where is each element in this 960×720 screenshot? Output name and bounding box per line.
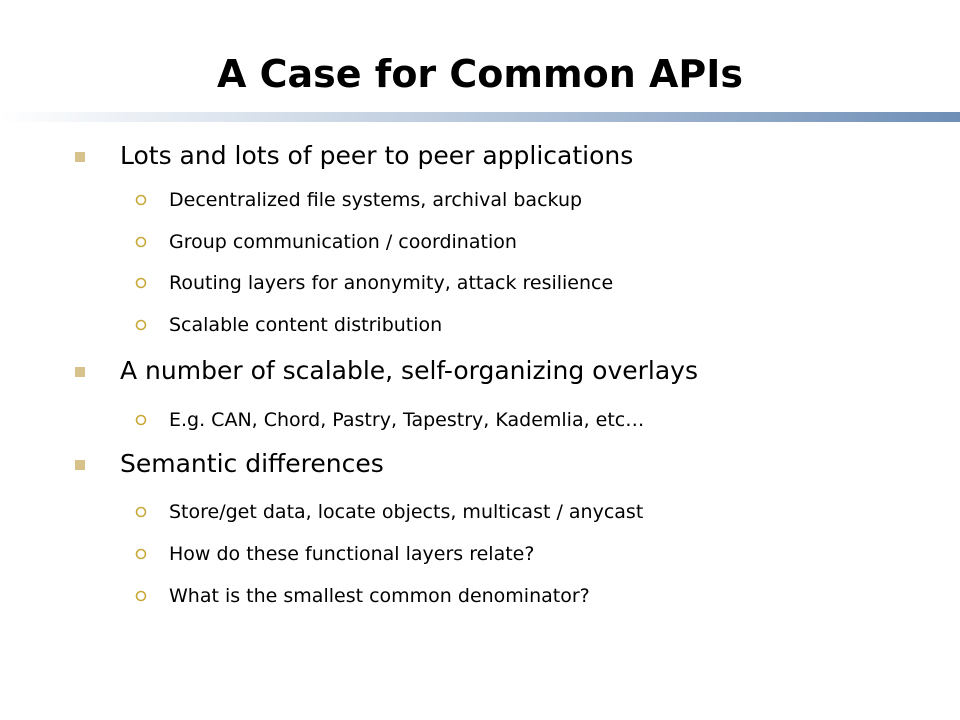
hollow-circle-bullet-icon xyxy=(135,236,147,248)
sub-bullet-item: Group communication / coordination xyxy=(169,231,517,253)
sub-bullet-item: Scalable content distribution xyxy=(169,314,443,336)
square-bullet-icon xyxy=(75,152,85,162)
hollow-circle-bullet-icon xyxy=(135,414,147,426)
hollow-circle-bullet-icon xyxy=(135,590,147,602)
sub-bullet-item: How do these functional layers relate? xyxy=(169,543,535,565)
square-bullet-icon xyxy=(75,460,85,470)
hollow-circle-bullet-icon xyxy=(135,548,147,560)
sub-bullet-item: Routing layers for anonymity, attack resilience xyxy=(169,272,614,294)
hollow-circle-bullet-icon xyxy=(135,506,147,518)
sub-bullet-item: Decentralized file systems, archival backup xyxy=(169,189,583,211)
hollow-circle-bullet-icon xyxy=(135,319,147,331)
square-bullet-icon xyxy=(75,367,85,377)
bullet-item: A number of scalable, self-organizing overlays xyxy=(120,356,699,385)
bullet-item: Lots and lots of peer to peer applications xyxy=(120,141,634,170)
sub-bullet-item: E.g. CAN, Chord, Pastry, Tapestry, Kademlia, etc… xyxy=(169,409,645,431)
hollow-circle-bullet-icon xyxy=(135,277,147,289)
slide-title: A Case for Common APIs xyxy=(217,52,743,96)
sub-bullet-item: What is the smallest common denominator? xyxy=(169,585,590,607)
hollow-circle-bullet-icon xyxy=(135,194,147,206)
sub-bullet-item: Store/get data, locate objects, multicast / anycast xyxy=(169,501,644,523)
bullet-item: Semantic differences xyxy=(120,449,384,478)
